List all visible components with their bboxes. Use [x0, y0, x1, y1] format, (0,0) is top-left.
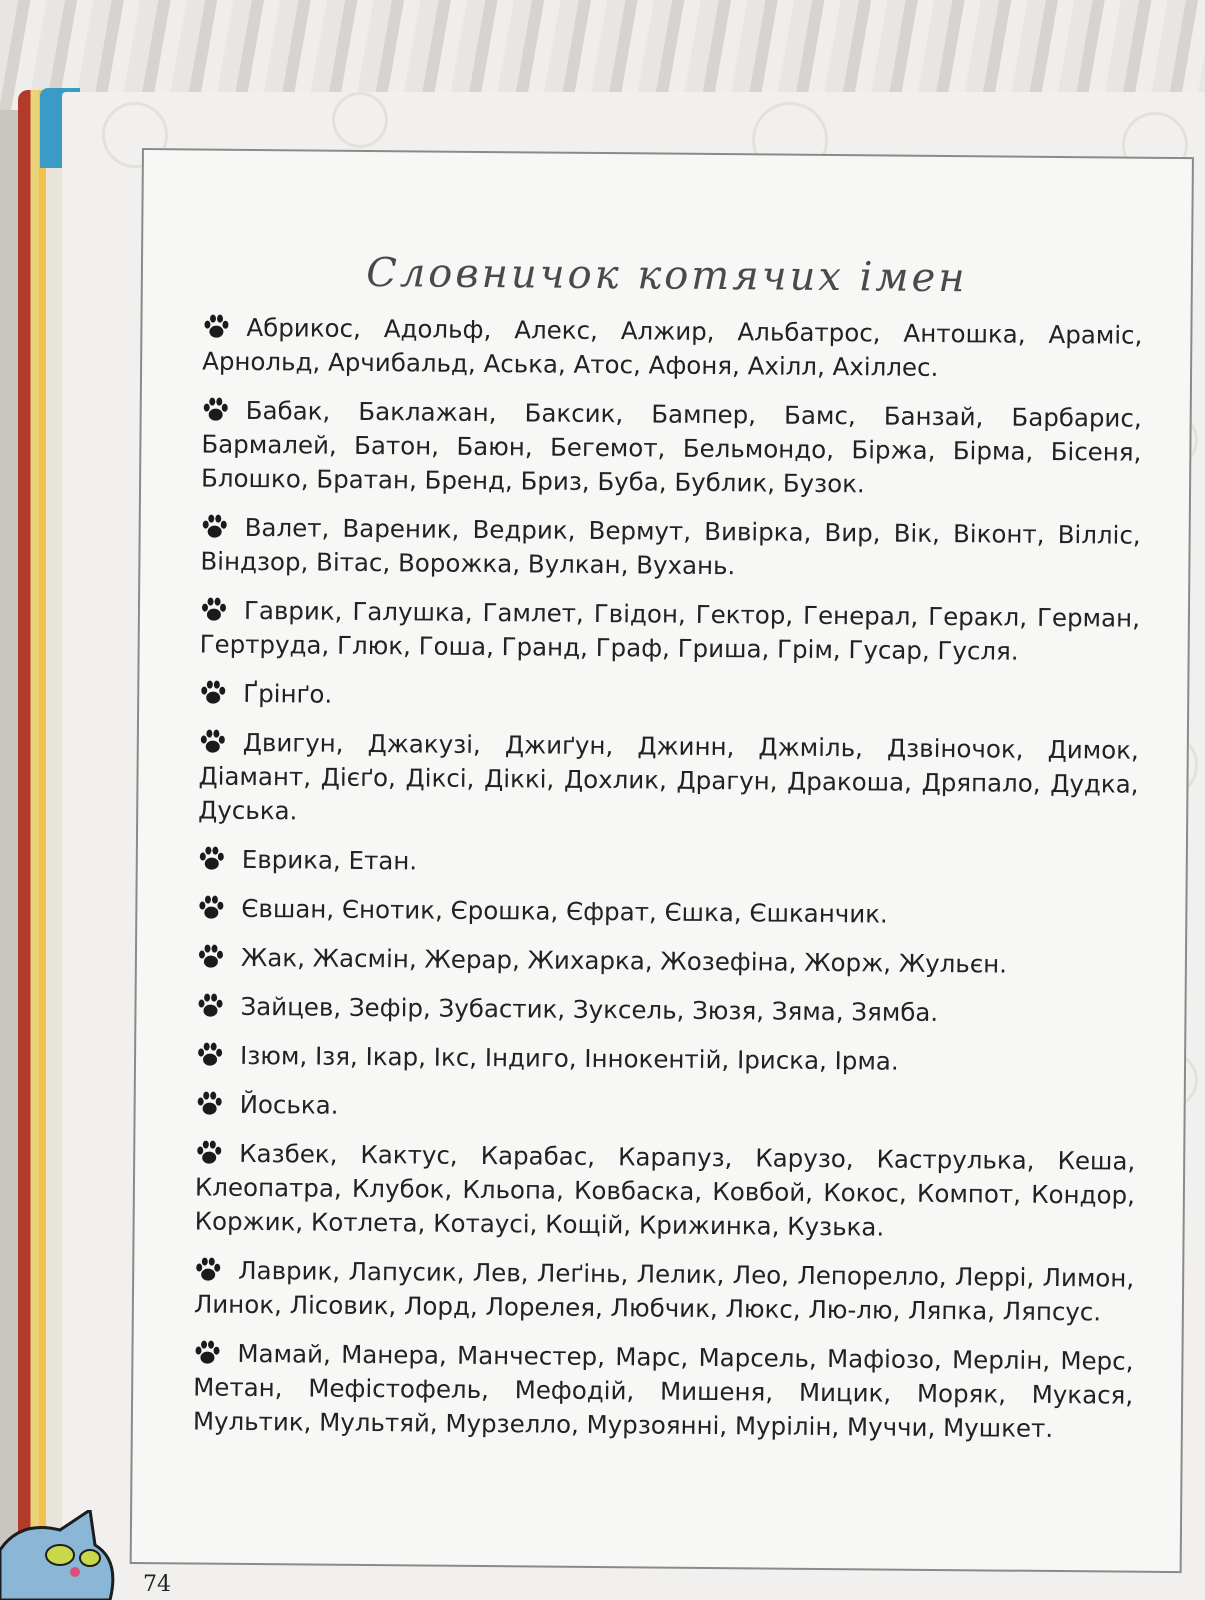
- paw-icon: [199, 729, 227, 755]
- name-entry: [196, 990, 1136, 1032]
- paw-icon: [195, 1140, 223, 1166]
- cat-illustration: [0, 1510, 150, 1600]
- name-entry-text: Ізюм, Ізя, Ікар, Ікс, Індиго, Іннокентій, Іриска, Ірма.: [239, 1040, 899, 1076]
- name-entry-text: Лаврик, Лапусик, Лев, Леґінь, Лелик, Лео, Лепорелло, Леррі, Лимон, Линок, Лісовик, Лорд, Лорелея, Любчик, Люкс, Лю-лю, Ляпка, Ляпсус.: [193, 1255, 1135, 1327]
- name-entry: [194, 1137, 1135, 1247]
- name-entry-text: Мамай, Манера, Манчестер, Марс, Марсель, Мафіозо, Мерлін, Мерс, Метан, Мефістофель, Мефодій, Мишеня, Мицик, Моряк, Мукася, Мультик, Мультяй, Мурзелло, Мурзоянні, Мурілін, Муччи, Мушкет.: [192, 1338, 1134, 1443]
- name-entry-text: Казбек, Кактус, Карабас, Карапуз, Карузо, Каструлька, Кеша, Клеопатра, Клубок, Кльопа, Ковбаска, Ковбой, Кокос, Компот, Кондор, Коржик, Котлета, Котаусі, Кощій, Крижинка, Кузька.: [194, 1138, 1136, 1242]
- name-entry-text: Еврика, Етан.: [241, 844, 418, 876]
- name-entry-text: Абрикос, Адольф, Алекс, Алжир, Альбатрос, Антошка, Араміс, Арнольд, Арчибальд, Аська, Атос, Афоня, Ахілл, Ахіллес.: [202, 312, 1143, 382]
- paw-icon: [196, 993, 224, 1019]
- name-entry: [202, 311, 1143, 387]
- name-entry: [193, 1336, 1134, 1446]
- paw-icon: [197, 895, 225, 921]
- name-entry: [196, 1088, 1136, 1130]
- paw-icon: [198, 846, 226, 872]
- name-entry: [201, 394, 1142, 504]
- name-entry: [198, 726, 1139, 836]
- paw-icon: [196, 1042, 224, 1068]
- paw-icon: [193, 1339, 221, 1365]
- name-entry: [194, 1253, 1135, 1329]
- paw-icon: [202, 314, 230, 340]
- name-entry-text: Євшан, Єнотик, Єрошка, Єфрат, Єшка, Єшканчик.: [241, 893, 888, 929]
- name-entry: [199, 677, 1139, 719]
- content-frame: [130, 148, 1194, 1573]
- paw-icon: [199, 680, 227, 706]
- name-entry-text: Ґрінґо.: [243, 678, 333, 709]
- name-entry-text: Гаврик, Галушка, Гамлет, Гвідон, Гектор, Генерал, Геракл, Герман, Гертруда, Глюк, Гоша, Гранд, Граф, Гриша, Грім, Гусар, Гусля.: [199, 595, 1141, 666]
- name-entry: [200, 511, 1141, 587]
- name-entry: [197, 941, 1137, 983]
- name-list: [193, 311, 1143, 1462]
- name-entry-text: Бабак, Баклажан, Баксик, Бампер, Бамс, Банзай, Барбарис, Бармалей, Батон, Баюн, Бегемот, Бельмондо, Біржа, Бірма, Бісеня, Блошко, Братан, Бренд, Бриз, Буба, Бублик, Бузок.: [200, 395, 1142, 499]
- paw-icon: [200, 597, 228, 623]
- paw-icon: [201, 514, 229, 540]
- book-page: [62, 92, 1205, 1600]
- decorative-swirl: [332, 92, 388, 148]
- name-entry-text: Зайцев, Зефір, Зубастик, Зуксель, Зюзя, Зяма, Зямба.: [240, 991, 939, 1027]
- page-number: 74: [143, 1572, 171, 1597]
- page-title: Словничок котячих імен: [366, 249, 968, 302]
- paw-icon: [202, 397, 230, 423]
- name-entry-text: Двигун, Джакузі, Джиґун, Джинн, Джміль, Дзвіночок, Димок, Діамант, Дієґо, Діксі, Діккі, Дохлик, Драгун, Дракоша, Дряпало, Дудка, Дуська.: [198, 727, 1139, 826]
- name-entry: [198, 843, 1138, 885]
- name-entry-text: Йоська.: [239, 1089, 339, 1120]
- name-entry-text: Жак, Жасмін, Жерар, Жихарка, Жозефіна, Жорж, Жульєн.: [240, 942, 1008, 979]
- paw-icon: [197, 944, 225, 970]
- paw-icon: [196, 1091, 224, 1117]
- name-entry: [196, 1039, 1136, 1081]
- name-entry: [200, 594, 1141, 670]
- name-entry-text: Валет, Вареник, Ведрик, Вермут, Вивірка, Вир, Вік, Віконт, Вілліс, Віндзор, Вітас, Ворожка, Вулкан, Вухань.: [200, 512, 1141, 581]
- name-entry: [197, 892, 1137, 934]
- paw-icon: [194, 1256, 222, 1282]
